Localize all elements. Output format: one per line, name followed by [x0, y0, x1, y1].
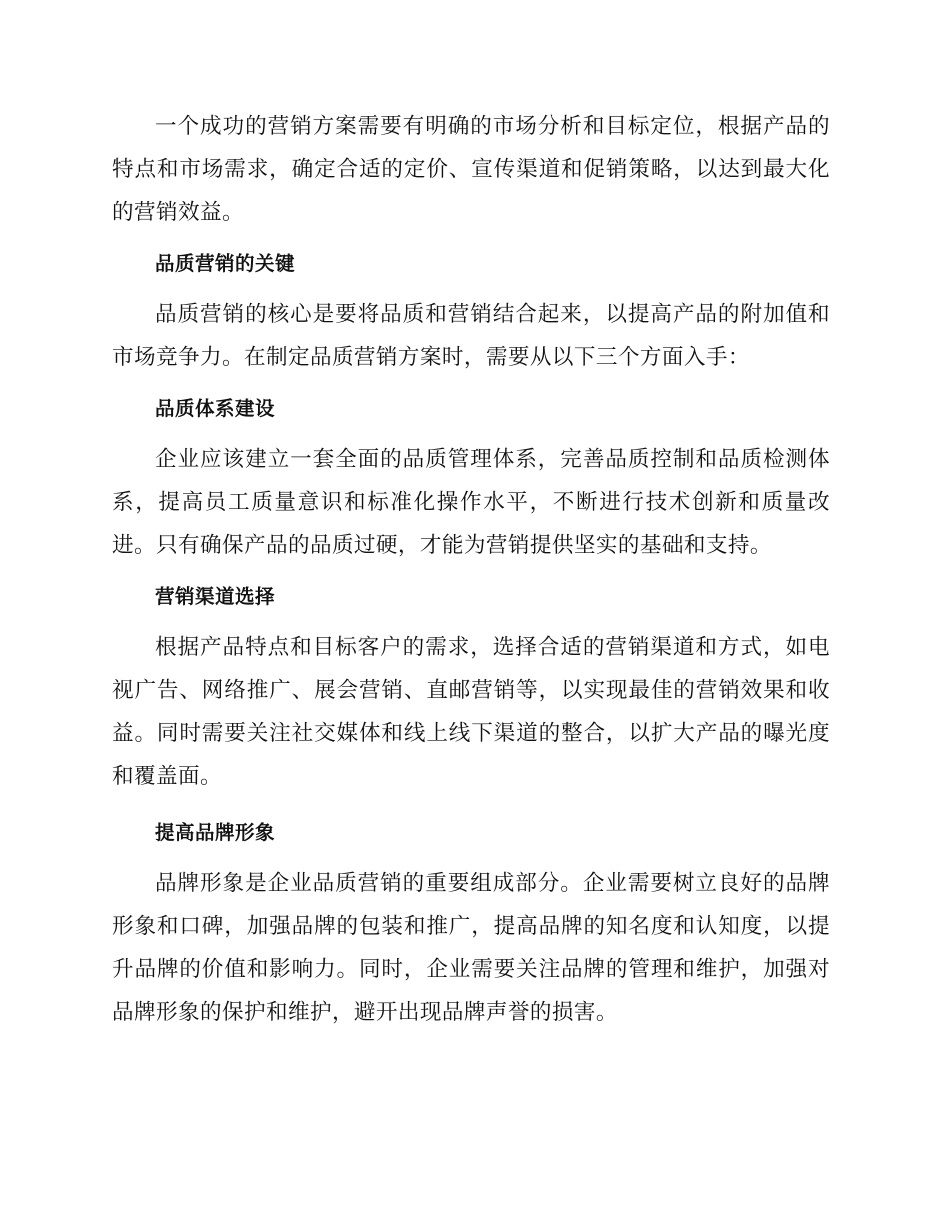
section-heading-brand-image: 提高品牌形象 [155, 821, 276, 844]
section-heading-channel-selection: 营销渠道选择 [155, 585, 276, 608]
section-paragraph-brand-image: 品牌形象是企业品质营销的重要组成部分。企业需要树立良好的品牌形象和口碑，加强品牌的包装和推广，提高品牌的知名度和认知度，以提升品牌的价值和影响力。同时，企业需要关注品牌的管理和维护，加强对品牌形象的保护和维护，避开出现品牌声誉的损害。 [112, 871, 830, 1025]
section-paragraph-quality-marketing-key: 品质营销的核心是要将品质和营销结合起来，以提高产品的附加值和市场竞争力。在制定品质营销方案时，需要从以下三个方面入手： [112, 302, 830, 370]
section-paragraph-channel-selection: 根据产品特点和目标客户的需求，选择合适的营销渠道和方式，如电视广告、网络推广、展会营销、直邮营销等，以实现最佳的营销效果和收益。同时需要关注社交媒体和线上线下渠道的整合，以扩大产品的曝光度和覆盖面。 [112, 635, 830, 789]
intro-paragraph: 一个成功的营销方案需要有明确的市场分析和目标定位，根据产品的特点和市场需求，确定合适的定价、宣传渠道和促销策略，以达到最大化的营销效益。 [112, 114, 830, 225]
section-heading-quality-marketing-key: 品质营销的关键 [155, 252, 296, 275]
section-heading-quality-system: 品质体系建设 [155, 397, 276, 420]
section-paragraph-quality-system: 企业应该建立一套全面的品质管理体系，完善品质控制和品质检测体系，提高员工质量意识和标准化操作水平，不断进行技术创新和质量改进。只有确保产品的品质过硬，才能为营销提供坚实的基础和支持。 [112, 447, 830, 558]
document-page [112, 105, 830, 1034]
